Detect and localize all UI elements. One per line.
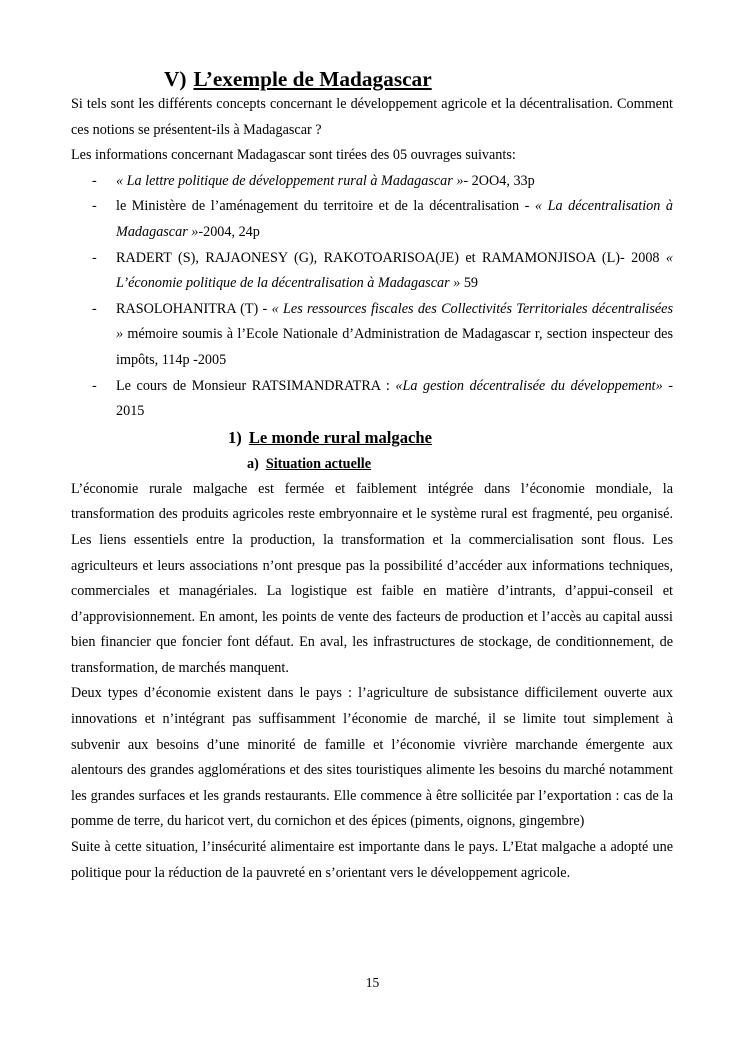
body-paragraph-1: L’économie rurale malgache est fermée et faiblement intégrée dans l’économie mondiale, la transformation des produits agricoles reste embryonnaire et le système rural est fragmenté, peu organisé. Les liens essentiels entre la production, la transformation et la commercialisation sont flous. Les agriculteurs et leurs associations n’ont presque pas la possibilité d’accéder aux informations techniques, commerciales et managériales. La logistique est faible en matière d’intrants, d’appui-conseil et d’approvisionnement. En amont, les points de vente des facteurs de production et l’accès au capital aussi bien financier que foncier font défaut. En aval, les infrastructures de stockage, de conditionnement, de transformation, de marchés manquent. <box>71 480 673 676</box>
page-content <box>71 66 673 886</box>
section-heading-1 <box>71 425 673 451</box>
section-number: 1) <box>228 427 242 447</box>
reference-item <box>71 194 673 245</box>
body-paragraph-2: Deux types d’économie existent dans le pays : l’agriculture de subsistance difficilement ouverte aux innovations et n’intégrant pas suffisamment l’économie de marché, il se limite tout simplement à subvenir aux besoins d’une minorité de famille et l’économie vivrière marchande émergente aux alentours des grandes agglomérations et des sites touristiques alimente les besoins du marché notamment les grandes surfaces et les grands restaurants. Elle commence à être sollicitée par l’exportation : cas de la pomme de terre, du haricot vert, du cornichon et des épices (piments, oignons, gingembre) <box>71 685 673 830</box>
reference-author: Le cours de Monsieur RATSIMANDRATRA : <box>116 377 396 394</box>
intro-paragraph-1: Si tels sont les différents concepts concernant le développement agricole et la décentralisation. Comment ces notions se présentent-ils à Madagascar ? <box>71 96 673 138</box>
section-heading-a <box>71 451 673 477</box>
reference-author: RASOLOHANITRA (T) - <box>116 300 272 317</box>
reference-author: le Ministère de l’aménagement du territoire et de la décentralisation - <box>116 198 535 215</box>
intro-paragraph-2: Les informations concernant Madagascar sont tirées des 05 ouvrages suivants: <box>71 147 516 164</box>
reference-item <box>71 169 673 195</box>
section-title: Le monde rural malgache <box>248 427 432 447</box>
reference-item <box>71 374 673 425</box>
section-heading-v <box>71 66 673 92</box>
page-number: 15 <box>365 975 380 990</box>
list-dash: - <box>92 172 97 189</box>
section-number: a) <box>247 455 259 472</box>
reference-detail: mémoire soumis à l’Ecole Nationale d’Administration de Madagascar r, section inspecteur des impôts, 114p -2005 <box>116 326 673 368</box>
section-title: Situation actuelle <box>265 455 372 472</box>
reference-list <box>71 169 673 425</box>
reference-title: « Les ressources fiscales des Collectivités Territoriales décentralisées » <box>116 300 673 343</box>
reference-author: RADERT (S), RAJAONESY (G), RAKOTOARISOA(JE) et RAMAMONJISOA (L)- 2008 <box>116 249 666 266</box>
reference-detail: 59 <box>460 275 478 292</box>
body-paragraph-3: Suite à cette situation, l’insécurité alimentaire est importante dans le pays. L’Etat malgache a adopté une politique pour la réduction de la pauvreté en s’orientant vers le développement agricole. <box>71 839 673 881</box>
list-dash: - <box>92 249 97 266</box>
section-title: L’exemple de Madagascar <box>193 67 432 91</box>
list-dash: - <box>92 198 97 215</box>
reference-detail: - 2015 <box>116 377 674 420</box>
reference-item <box>71 297 673 374</box>
reference-detail: - 2OO4, 33p <box>463 172 535 189</box>
list-dash: - <box>92 377 97 394</box>
reference-detail: -2004, 24p <box>198 223 260 240</box>
reference-title: « La lettre politique de développement rural à Madagascar » <box>116 172 464 189</box>
reference-title: «La gestion décentralisée du développement» <box>395 377 663 394</box>
list-dash: - <box>92 300 97 317</box>
reference-item <box>71 246 673 297</box>
reference-title: « L’économie politique de la décentralisation à Madagascar » <box>116 249 673 292</box>
reference-title: « La décentralisation à Madagascar » <box>116 198 673 240</box>
section-number: V) <box>164 67 187 91</box>
